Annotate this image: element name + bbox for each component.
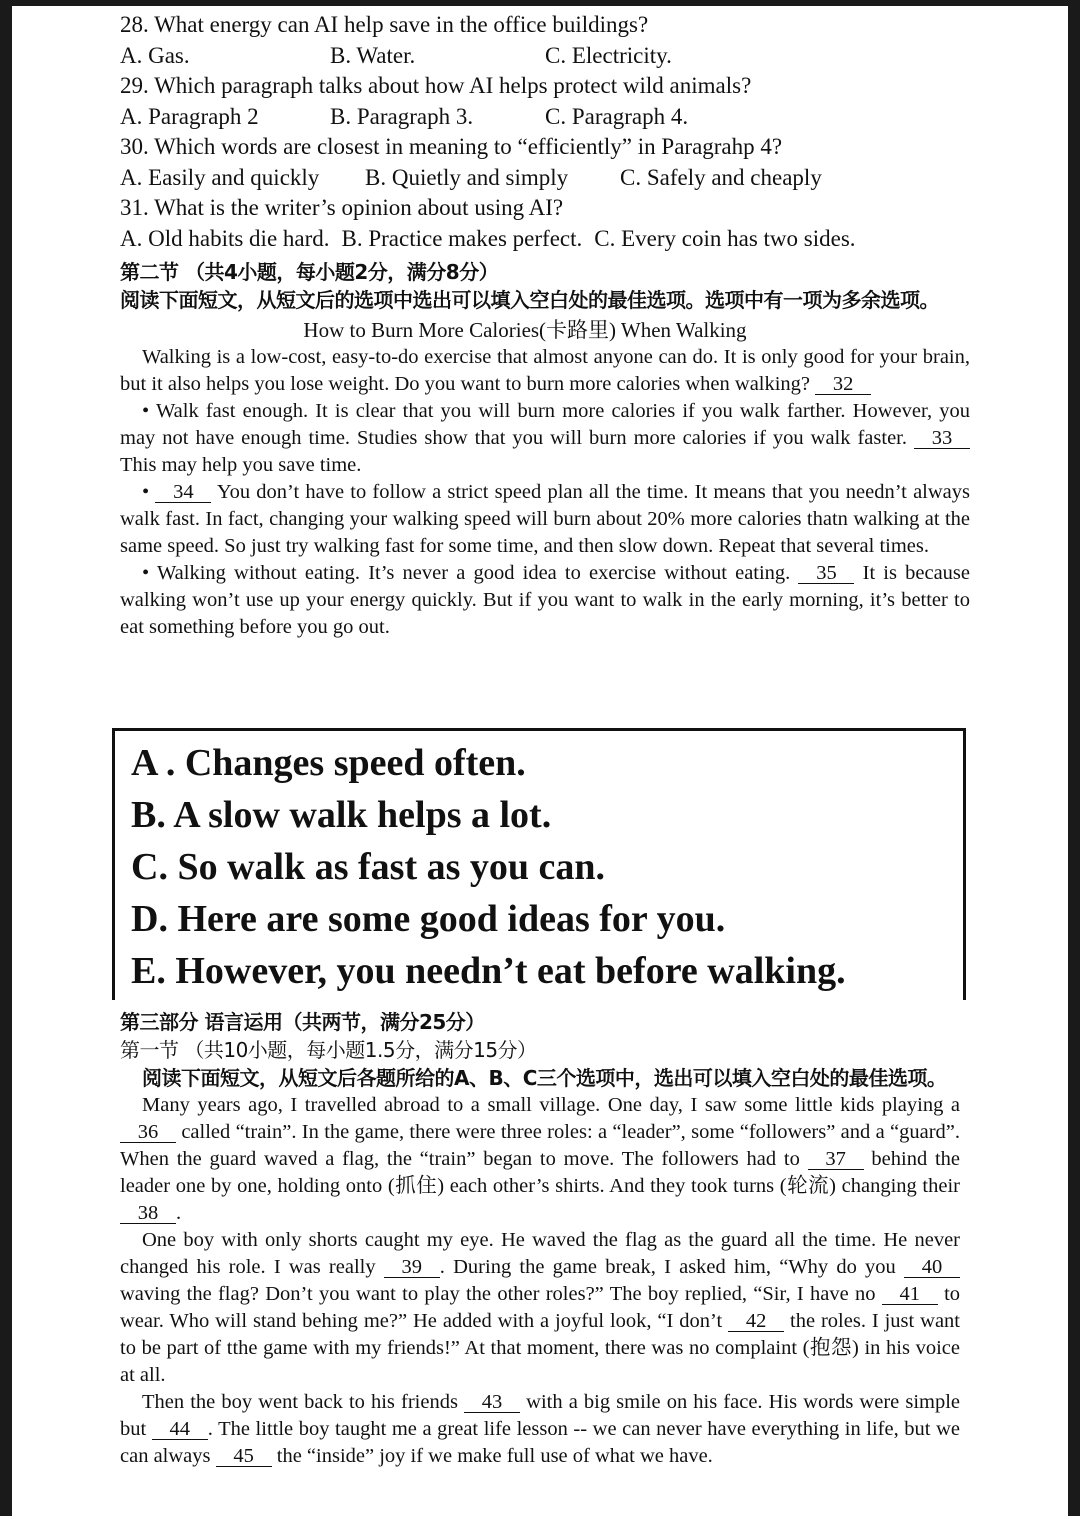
paragraph-text: This may help you save time. [120,454,362,476]
option-b: B. A slow walk helps a lot. [131,794,552,836]
option: C. Electricity. [545,42,672,68]
answer-blank: 34 [155,482,211,503]
answer-blank: 41 [882,1284,938,1305]
scan-border-left [0,0,12,1516]
option-c: C. So walk as fast as you can. [131,846,606,888]
option: A. Old habits die hard. [120,225,330,251]
paragraph-text: • Walk fast enough. It is clear that you will burn more calories if you walk farther. However, you may not have enough time. Studies show that you will burn more calories if you walk faster. [120,400,970,449]
paragraph-text: behind the leader one by one, holding onto (抓住) each other’s shirts. And they took turns (轮流) changing their [120,1148,961,1197]
paragraph-text: Walking is a low-cost, easy-to-do exercise that almost anyone can do. It is only good for your brain, but it also helps you lose weight. Do you want to burn more calories when walking? [120,346,970,395]
paragraph-text: . The little boy taught me a great life lesson -- we can never have everything in life, but we can always [120,1418,960,1467]
paragraph-text: Many years ago, I travelled abroad to a small village. One day, I saw some little kids playing a [142,1094,960,1116]
question-31-options [120,224,970,255]
question-28-options [120,41,970,72]
option: C. Every coin has two sides. [594,225,856,251]
option: B. Water. [330,42,416,68]
paragraph-text: . During the game break, I asked him, “Why do you [439,1256,896,1278]
paragraph-text: It is because walking won’t use up your energy quickly. But if you want to walk in the early morning, it’s better to eat something before you go out. [120,562,970,638]
option-a: A . Changes speed often. [131,742,526,784]
passage-paragraph [120,560,970,641]
answer-blank: 32 [815,374,871,395]
paragraph-text: Then the boy went back to his friends [142,1391,458,1413]
scan-border-right [1068,0,1080,1516]
answer-blank: 43 [464,1392,520,1413]
option: A. Paragraph 2 [120,103,259,129]
bullet: • [142,481,150,503]
answer-blank: 38 [120,1203,176,1224]
paragraph-text: the roles. I just want to be part of tthe game with my friends!” At that moment, there was no complaint (抱怨) in his voice at all. [120,1310,960,1386]
option: C. Paragraph 4. [545,103,689,129]
answer-blank: 33 [914,428,970,449]
option: A. Gas. [120,42,190,68]
option: C. Safely and cheaply [620,164,822,190]
question-31: 31. What is the writer’s opinion about using AI? [120,195,564,220]
answer-blank: 39 [384,1257,440,1278]
answer-blank: 40 [904,1257,960,1278]
option: A. Easily and quickly [120,164,320,190]
passage-paragraph [120,344,970,398]
passage-paragraph [120,398,970,479]
option-e: E. However, you needn’t eat before walking. [131,950,846,992]
option: B. Paragraph 3. [330,103,474,129]
section-heading: 第一节 （共10小题，每小题1.5分，满分15分） [120,1038,537,1062]
lower-content [120,1008,960,1470]
question-29: 29. Which paragraph talks about how AI helps protect wild animals? [120,73,752,98]
question-29-options [120,102,970,133]
passage-paragraph [120,1227,960,1389]
answer-blank: 37 [808,1149,864,1170]
paragraph-text: to wear. Who will stand behing me?” He added with a joyful look, “I don’t [120,1283,961,1332]
paragraph-text: the “inside” joy if we make full use of what we have. [276,1445,713,1467]
answer-blank: 36 [120,1122,176,1143]
paragraph-text: with a big smile on his face. His words were simple but [120,1391,961,1440]
section-instruction: 阅读下面短文，从短文后的选项中选出可以填入空白处的最佳选项。选项中有一项为多余选项。 [120,288,939,312]
passage-paragraph [120,479,970,560]
answer-blank: 35 [798,563,854,584]
option-d: D. Here are some good ideas for you. [131,898,726,940]
scan-border-top [0,0,1080,6]
paragraph-text: waving the flag? Don’t you want to play the other roles?” The boy replied, “Sir, I have no [120,1283,876,1305]
answer-blank: 42 [728,1311,784,1332]
option: B. Practice makes perfect. [341,225,583,251]
paragraph-text: You don’t have to follow a strict speed plan all the time. It means that you needn’t always walk fast. In fact, changing your walking speed will burn about 20% more calories thatn walking at the same speed. So just try walking fast for some time, and then slow down. Repeat that several times. [120,481,970,557]
section-heading: 第二节 （共4小题，每小题2分，满分8分） [120,260,499,284]
question-30: 30. Which words are closest in meaning to “efficiently” in Paragrahp 4? [120,134,783,159]
passage-title: How to Burn More Calories(卡路里) When Walking [303,318,747,342]
upper-content [120,10,970,641]
paragraph-text: . [176,1202,182,1224]
answer-blank: 44 [152,1419,208,1440]
question-28: 28. What energy can AI help save in the office buildings? [120,12,649,37]
section-instruction: 阅读下面短文，从短文后各题所给的A、B、C三个选项中，选出可以填入空白处的最佳选项。 [142,1066,947,1090]
passage-paragraph [120,1092,960,1227]
options-box [112,728,966,1000]
answer-blank: 45 [216,1446,272,1467]
paragraph-text: • Walking without eating. It’s never a good idea to exercise without eating. [142,562,791,584]
question-30-options [120,163,970,194]
passage-paragraph [120,1389,960,1470]
option: B. Quietly and simply [365,164,569,190]
part-heading: 第三部分 语言运用（共两节，满分25分） [120,1010,485,1034]
paragraph-text: One boy with only shorts caught my eye. He waved the flag as the guard all the time. He never changed his role. I was really [120,1229,960,1278]
paragraph-text: called “train”. In the game, there were three roles: a “leader”, some “followers” and a “guard”. When the guard waved a flag, the “train” began to move. The followers had to [120,1121,960,1170]
